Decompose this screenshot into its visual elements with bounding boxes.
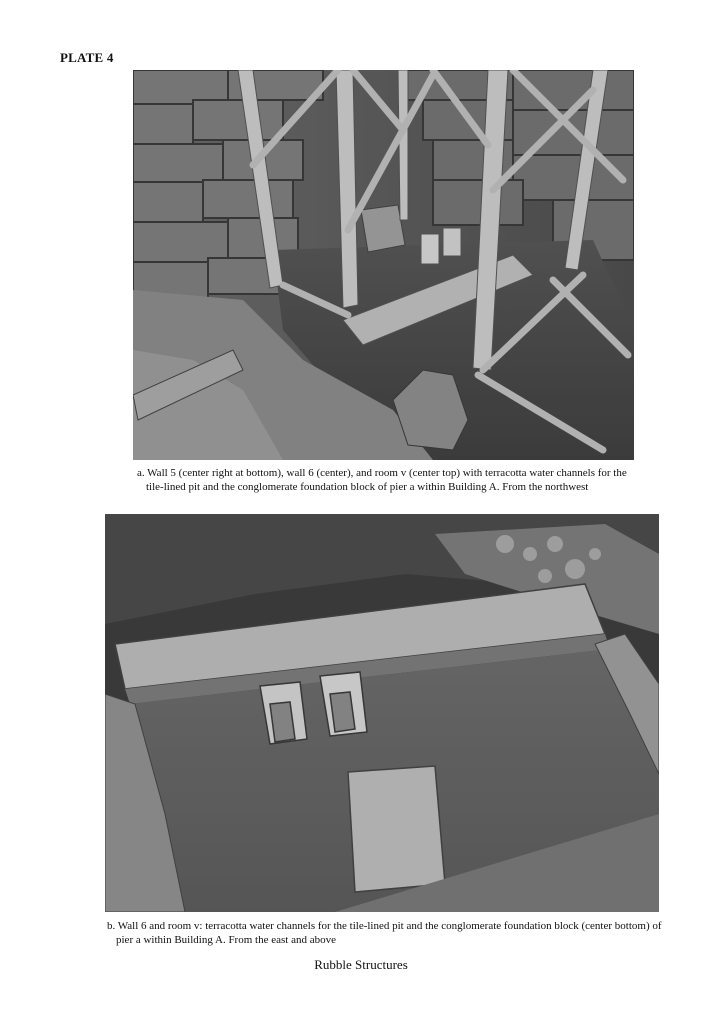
- page-footer-title: Rubble Structures: [314, 957, 408, 972]
- photo-a-image: [133, 70, 634, 460]
- caption-a: a. Wall 5 (center right at bottom), wall 6 (center), and room v (center top) with terracotta water channels for the tile-lined pit and the conglomerate foundation block of pier a within Building A. From the northwest: [137, 467, 627, 493]
- photo-a-excavation-scaffolding: [133, 70, 634, 460]
- photo-b-image: [105, 514, 659, 912]
- caption-b: b. Wall 6 and room v: terracotta water channels for the tile-lined pit and the conglomerate foundation block (center bottom) of pier a within Building A. From the east and above: [107, 920, 662, 946]
- plate-label: PLATE 4: [60, 50, 114, 65]
- photo-b-room-v-channels: [105, 514, 659, 912]
